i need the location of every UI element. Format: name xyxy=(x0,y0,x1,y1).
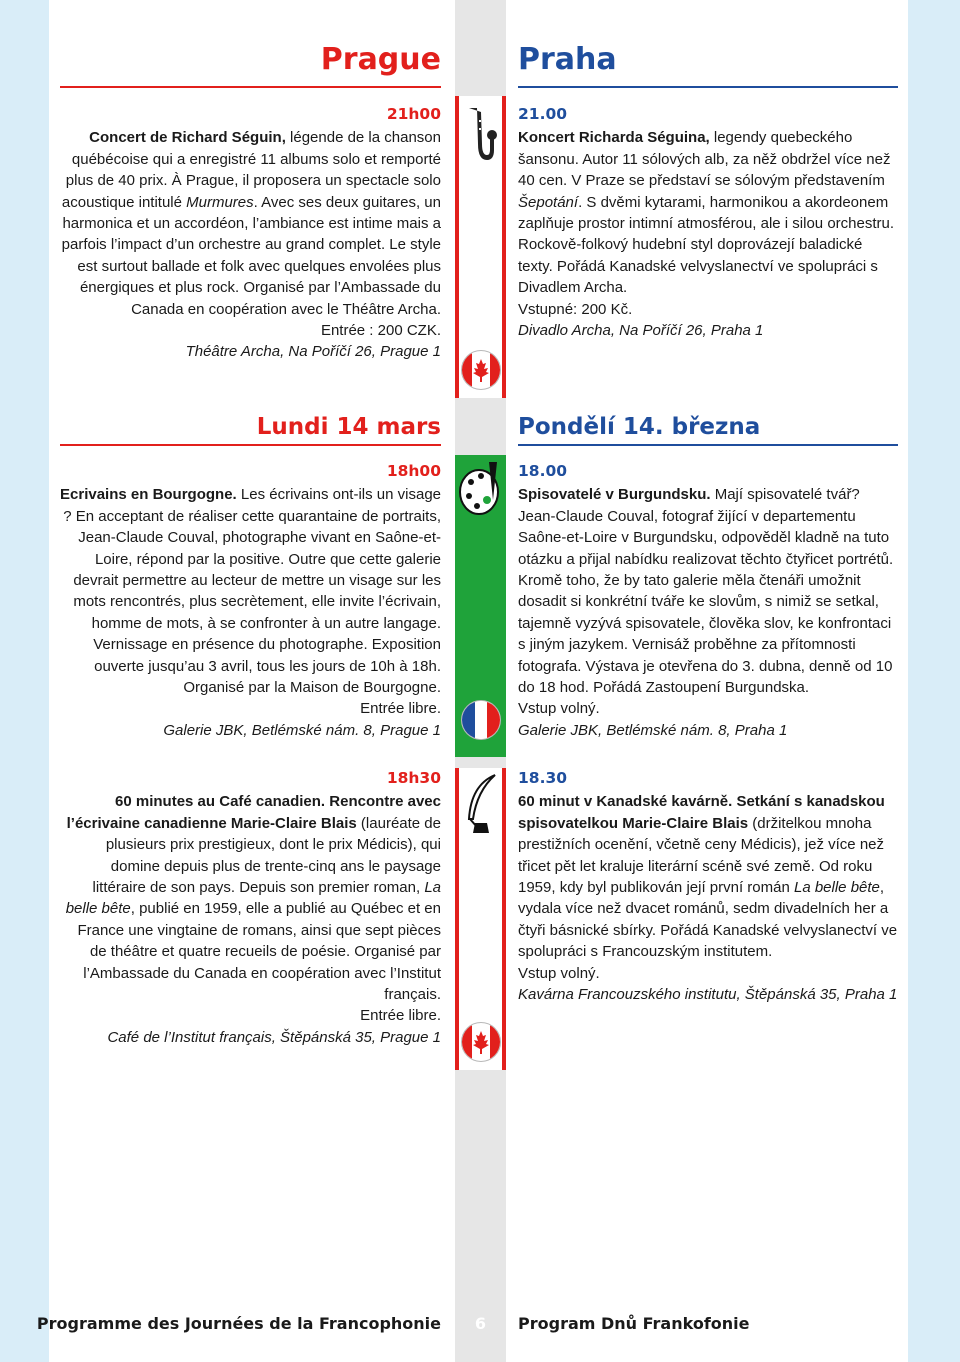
day-heading-cz: Pondělí 14. března xyxy=(518,414,761,440)
event-venue: Galerie JBK, Betlémské nám. 8, Praha 1 xyxy=(518,721,788,739)
show-title: Murmures xyxy=(186,193,254,211)
event-entry: Vstup volný. xyxy=(518,964,600,982)
event-time: 18.00 xyxy=(518,462,568,480)
day-underline-fr xyxy=(60,444,441,446)
day-underline-cz xyxy=(518,444,898,446)
event-entry: Vstupné: 200 Kč. xyxy=(518,300,633,318)
event-time: 18.30 xyxy=(518,769,568,787)
event-text: (držitelkou mnoha prestižních ocenění, včetně ceny Médicis), jež více než třicet pět let kraluje literární scéně své země. Od roku 1959, kdy byl publikován její první román xyxy=(518,814,885,897)
book-title: La belle bête xyxy=(793,879,880,897)
event-title: Koncert Richarda Séguina, xyxy=(518,129,710,147)
event-entry: Entrée libre. xyxy=(360,1007,441,1025)
event-time: 21.00 xyxy=(518,105,568,123)
event-text: legendy quebeckého šansonu. Autor 11 sólových alb, za něž obdržel více než 40 cen. V Praze se představí se sólovým představením xyxy=(518,129,891,190)
event-text: . Avec ses deux guitares, un harmonica et un accordéon, l’ambiance est intime mais a parfois l’impact d’un orchestre au grand complet. Le style est surtout ballade et folk avec quelques envolées plus énergiques et plus rock. Organisé par l’Ambassade du Canada en coopération avec le Théâtre Archa. xyxy=(61,193,441,318)
event-venue: Théâtre Archa, Na Poříčí 26, Prague 1 xyxy=(185,343,441,361)
event-title: 60 minut v Kanadské kavárně. Setkání s kanadskou spisovatelkou Marie-Claire Blais xyxy=(518,793,885,832)
event-cafe-fr xyxy=(60,768,441,1048)
event-text: . S dvěmi kytarami, harmonikou a akordeonem zaplňuje prostor intimní atmosférou, ale i silou orchestru. Rockově-folkový hudební styl doprovázejí baladické texty. Pořádá Kanadské velvyslanectví ve spolupráci s Divadlem Archa. xyxy=(518,193,895,297)
event-title: Ecrivains en Bourgogne. xyxy=(60,486,237,504)
event-entry: Entrée libre. xyxy=(360,700,441,718)
event-venue: Galerie JBK, Betlémské nám. 8, Prague 1 xyxy=(163,721,441,739)
event-time: 21h00 xyxy=(386,105,441,123)
right-decorative-stripe xyxy=(908,0,960,1362)
event-description xyxy=(518,484,898,698)
event-text: Les écrivains ont-ils un visage ? En acceptant de réaliser cette quarantaine de portraits, Jean-Claude Couval, photographe vivant en Saône-et-Loire, répond par la positive. Outre que cette galerie devrait permettre au lecteur de mettre un visage sur les mots rencontrés, plus secrètement, elle invite l’écrivain, homme de mots, à se confronter à un autre langage. Vernissage en présence du photographe. Exposition ouverte jusqu’au 3 avril, tous les jours de 10h à 18h. Organisé par la Maison de Bourgogne. xyxy=(63,486,441,697)
france-flag-icon xyxy=(461,700,501,740)
event-text: , vydala více než dvacet románů, sedm divadelních her a čtyři básnické sbírky. Pořádá Kanadské velvyslanectví ve spolupráci s Francouzským institutem. xyxy=(518,879,898,961)
title-underline-cz xyxy=(518,86,898,88)
footer-title-cz: Program Dnů Frankofonie xyxy=(518,1314,750,1333)
event-venue: Kavárna Francouzského institutu, Štěpánská 35, Praha 1 xyxy=(518,986,898,1004)
day-heading-fr: Lundi 14 mars xyxy=(256,414,441,440)
event-description xyxy=(60,484,441,698)
page-title-cz: Praha xyxy=(518,42,617,77)
footer-title-fr: Programme des Journées de la Francophonie xyxy=(36,1314,441,1333)
quill-icon xyxy=(458,772,503,838)
event-title: Spisovatelé v Burgundsku. xyxy=(518,486,711,504)
event-description xyxy=(60,127,441,320)
canada-flag-icon xyxy=(461,1022,501,1062)
event-description xyxy=(518,127,898,298)
show-title: Šepotání xyxy=(518,193,579,211)
book-title: La belle bête xyxy=(65,879,441,918)
left-decorative-stripe xyxy=(0,0,49,1362)
event-text: , publié en 1959, elle a publié au Québec et en France une vingtaine de romans, ainsi que sept pièces de théâtre et quatre recueils de poésie. Organisé par l’Ambassade du Canada en coopération avec l’Institut français. xyxy=(77,900,441,1004)
saxophone-icon xyxy=(458,102,503,172)
event-entry: Entrée : 200 CZK. xyxy=(320,322,441,340)
event-text: légende de la chanson québécoise qui a enregistré 11 albums solo et remporté plus de 40 prix. À Prague, il proposera un spectacle solo acoustique intitulé xyxy=(61,129,441,211)
event-venue: Café de l’Institut français, Štěpánská 35, Prague 1 xyxy=(107,1028,441,1046)
event-text: Mají spisovatelé tvář? Jean-Claude Couval, fotograf žijící v departementu Saône-et-Loire v Burgundsku, odpověděl kladně na tuto otázku a přijal nabídku realizovat těchto čtyřicet portrétů. Kromě toho, že by tato galerie měla čtenáři umožnit dosadit si konkrétní tváře ke slovům, s nimiž se setkal, tajemně vyzývá spisovatele, člověka slov, ke konfrontaci s jiným jazykem. Vernisáž proběhne za přítomnosti fotografa. Výstava je otevřena do 3. dubna, denně od 10 do 18 hod. Pořádá Zastoupení Burgundska. xyxy=(518,486,894,697)
canada-flag-icon xyxy=(461,350,501,390)
page-number: 6 xyxy=(474,1314,487,1333)
event-concert-cz xyxy=(518,104,898,341)
event-entry: Vstup volný. xyxy=(518,700,600,718)
event-title: 60 minutes au Café canadien. Rencontre avec l’écrivaine canadienne Marie-Claire Blais xyxy=(66,793,441,832)
title-underline-fr xyxy=(60,86,441,88)
event-exhibition-fr xyxy=(60,461,441,741)
event-title: Concert de Richard Séguin, xyxy=(89,129,286,147)
event-text: (lauréate de plusieurs prix prestigieux, dont le prix Médicis), qui domine depuis plus de trente-cinq ans le paysage littéraire de son pays. Depuis son premier roman, xyxy=(92,814,441,897)
event-description xyxy=(60,791,441,1005)
page-title-fr: Prague xyxy=(320,42,441,77)
event-cafe-cz xyxy=(518,768,898,1005)
event-time: 18h00 xyxy=(386,462,441,480)
palette-icon xyxy=(458,458,503,522)
event-description xyxy=(518,791,898,962)
event-concert-fr xyxy=(60,104,441,363)
event-exhibition-cz xyxy=(518,461,898,741)
event-venue: Divadlo Archa, Na Poříčí 26, Praha 1 xyxy=(518,322,764,340)
event-time: 18h30 xyxy=(386,769,441,787)
